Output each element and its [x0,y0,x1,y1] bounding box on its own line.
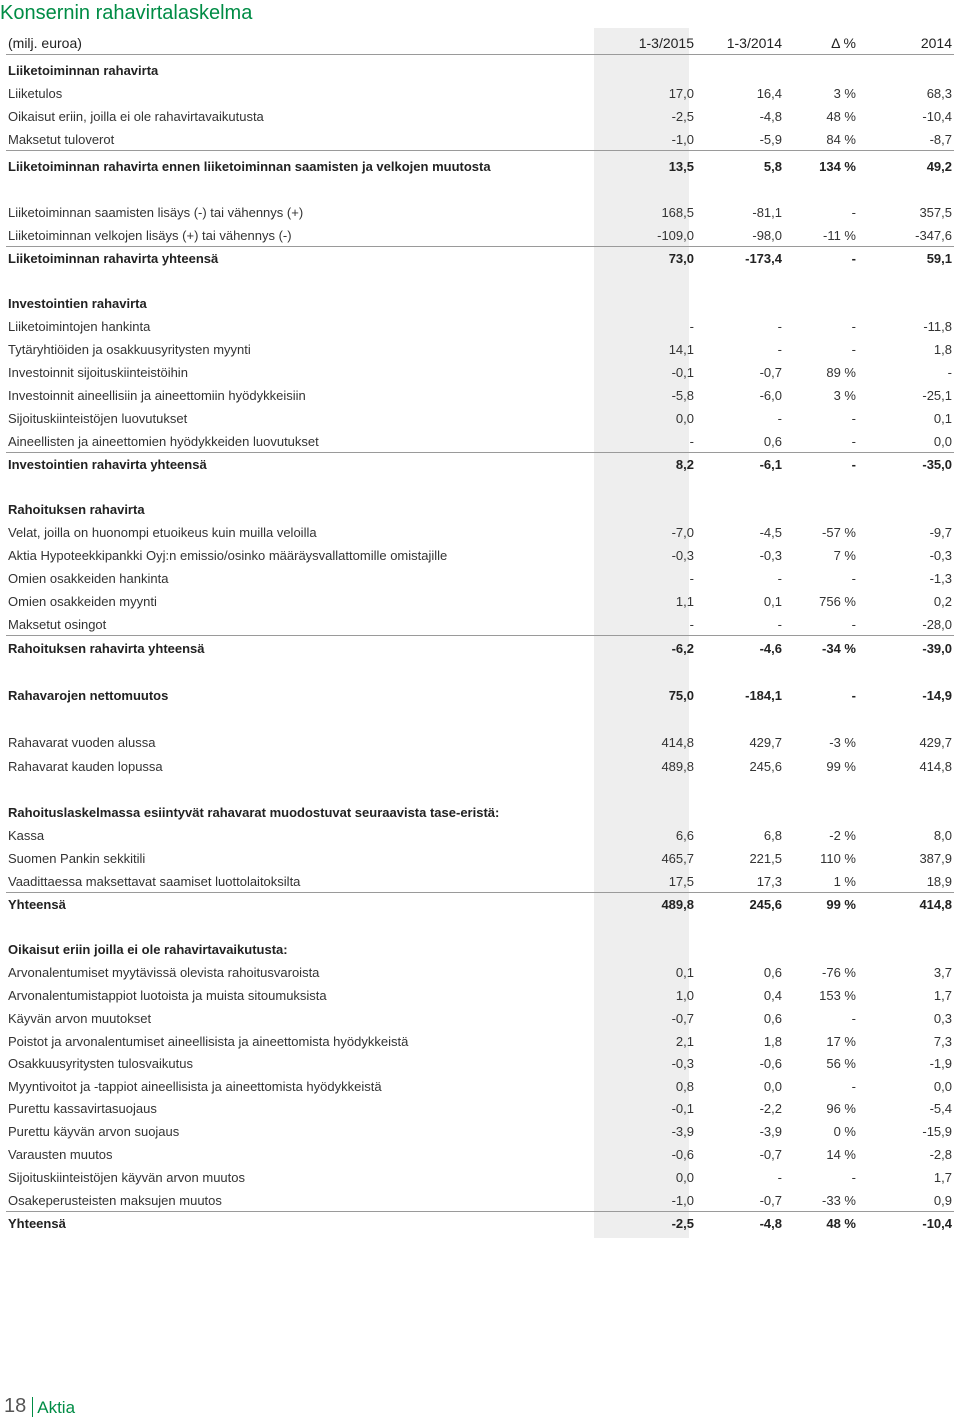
value-change: 48 % [826,1215,856,1231]
value-full-year: -10,4 [922,1215,952,1231]
value-current-period: 73,0 [668,250,694,266]
table-row [6,1212,954,1234]
row-label: Liiketoiminnan rahavirta [8,62,159,78]
row-label: Liiketoiminnan rahavirta ennen liiketoiminnan saamisten ja velkojen muutosta [8,158,491,174]
value-current-period: 17,0 [668,85,694,101]
table-row [6,1007,954,1029]
row-label: Liiketoiminnan saamisten lisäys (-) tai vähennys (+) [8,204,304,220]
row-label: Omien osakkeiden hankinta [8,570,169,586]
value-current-period: -2,5 [671,108,694,124]
value-full-year: -347,6 [915,227,952,243]
value-current-period: -3,9 [671,1123,694,1139]
table-row [6,1030,954,1052]
value-full-year: -39,0 [922,640,952,656]
value-prior-period: -5,9 [759,131,782,147]
value-prior-period: - [777,1169,782,1185]
value-change: 96 % [826,1100,856,1116]
value-prior-period: -0,3 [759,547,782,563]
value-prior-period: - [777,318,782,334]
table-row [6,224,954,247]
value-change: -2 % [829,827,856,843]
value-full-year: -11,8 [923,318,952,334]
value-prior-period: 245,6 [749,758,782,774]
value-prior-period: -6,0 [759,387,782,403]
value-full-year: -9,7 [929,524,952,540]
row-label: Oikaisut eriin, joilla ei ole rahavirtavaikutusta [8,108,264,124]
value-current-period: -1,0 [671,1192,694,1208]
value-change: - [851,456,856,472]
page-footer [0,1396,200,1418]
value-prior-period: 0,1 [763,593,782,609]
column-header-change: Δ % [831,35,856,51]
value-current-period: 414,8 [661,734,694,750]
row-label: Investoinnit sijoituskiinteistöihin [8,364,188,380]
value-prior-period: -184,1 [745,687,782,703]
value-current-period: 0,1 [675,964,694,980]
value-change: 89 % [826,364,856,380]
row-label: Yhteensä [8,1215,66,1231]
value-change: - [851,1078,856,1094]
row-label: Poistot ja arvonalentumiset aineellisista ja aineettomista hyödykkeistä [8,1033,409,1049]
value-prior-period: -2,2 [759,1100,782,1116]
value-full-year: -25,1 [922,387,952,403]
table-row [6,407,954,429]
row-label: Sijoituskiinteistöjen luovutukset [8,410,188,426]
table-row [6,361,954,383]
table-row [6,1052,954,1074]
table-row [6,1143,954,1165]
row-label: Liiketulos [8,85,63,101]
row-label: Purettu käyvän arvon suojaus [8,1123,180,1139]
value-current-period: 2,1 [675,1033,694,1049]
row-label: Arvonalentumistappiot luotoista ja muista sitoumuksista [8,987,327,1003]
value-prior-period: - [777,616,782,632]
value-change: 3 % [833,387,856,403]
value-full-year: - [947,364,952,380]
value-prior-period: -0,7 [759,1146,782,1162]
value-change: 3 % [833,85,856,101]
table-row [6,384,954,406]
row-label: Kassa [8,827,45,843]
row-label: Liiketoiminnan rahavirta yhteensä [8,250,219,266]
row-label: Rahavarojen nettomuutos [8,687,169,703]
table-row [6,105,954,127]
table-row [6,453,954,475]
table-row [6,567,954,589]
value-prior-period: 0,0 [763,1078,782,1094]
value-change: - [851,250,856,266]
column-header-current-period: 1-3/2015 [638,35,694,51]
value-prior-period: 429,7 [749,734,782,750]
value-current-period: -7,0 [671,524,694,540]
value-full-year: 68,3 [926,85,952,101]
table-row [6,1075,954,1097]
value-change: - [851,1169,856,1185]
table-row [6,1189,954,1212]
value-full-year: 49,2 [926,158,952,174]
value-current-period: 489,8 [661,758,694,774]
value-prior-period: 6,8 [763,827,782,843]
value-current-period: - [689,433,694,449]
row-label: Investoinnit aineellisiin ja aineettomiin hyödykkeisiin [8,387,306,403]
value-current-period: 14,1 [668,341,694,357]
value-current-period: 0,8 [675,1078,694,1094]
value-full-year: 1,7 [933,1169,952,1185]
row-label: Myyntivoitot ja -tappiot aineellisista ja aineettomista hyödykkeistä [8,1078,382,1094]
table-row [6,847,954,869]
value-current-period: -5,8 [671,387,694,403]
value-current-period: -0,3 [671,547,694,563]
value-full-year: -2,8 [929,1146,952,1162]
table-row [6,961,954,983]
value-current-period: 0,0 [675,1169,694,1185]
value-full-year: -5,4 [929,1100,952,1116]
value-current-period: -109,0 [657,227,694,243]
value-prior-period: - [777,341,782,357]
table-row [6,684,954,706]
row-label: Arvonalentumiset myytävissä olevista rahoitusvaroista [8,964,320,980]
row-label: Maksetut osingot [8,616,107,632]
value-full-year: 18,9 [926,873,952,889]
table-row [6,82,954,104]
row-label: Velat, joilla on huonompi etuoikeus kuin muilla veloilla [8,524,317,540]
unit-label: (milj. euroa) [8,35,82,51]
value-change: 1 % [833,873,856,889]
value-change: - [851,570,856,586]
value-full-year: 0,0 [933,433,952,449]
value-change: -57 % [822,524,856,540]
page-title: Konsernin rahavirtalaskelma [0,2,253,24]
table-row [6,338,954,360]
row-label: Liiketoiminnan velkojen lisäys (+) tai vähennys (-) [8,227,292,243]
value-prior-period: -4,8 [759,108,782,124]
value-current-period: -1,0 [671,131,694,147]
section-heading [6,59,954,81]
value-full-year: -8,7 [929,131,952,147]
value-change: 14 % [826,1146,856,1162]
value-prior-period: 245,6 [749,896,782,912]
value-prior-period: -98,0 [752,227,782,243]
table-row [6,637,954,659]
table-row [6,521,954,543]
value-full-year: -1,3 [929,570,952,586]
table-row [6,544,954,566]
value-current-period: 0,0 [675,410,694,426]
table-row [6,315,954,337]
row-label: Tytäryhtiöiden ja osakkuusyritysten myynti [8,341,251,357]
row-label: Vaadittaessa maksettavat saamiset luottolaitoksilta [8,873,301,889]
value-change: 153 % [819,987,856,1003]
value-full-year: -35,0 [922,456,952,472]
row-label: Investointien rahavirta yhteensä [8,456,207,472]
value-change: -34 % [822,640,856,656]
row-label: Suomen Pankin sekkitili [8,850,146,866]
value-current-period: - [689,570,694,586]
value-current-period: - [689,318,694,334]
value-current-period: 8,2 [675,456,694,472]
value-change: - [851,616,856,632]
value-change: - [851,318,856,334]
value-full-year: 1,8 [933,341,952,357]
value-full-year: 1,7 [933,987,952,1003]
value-current-period: -0,3 [671,1055,694,1071]
table-row [6,613,954,636]
value-full-year: 59,1 [926,250,952,266]
value-current-period: -2,5 [671,1215,694,1231]
value-change: - [851,341,856,357]
value-change: -11 % [823,227,856,243]
value-current-period: 168,5 [661,204,694,220]
value-current-period: 489,8 [661,896,694,912]
section-heading [6,801,954,823]
value-full-year: 357,5 [919,204,952,220]
row-label: Käyvän arvon muutokset [8,1010,152,1026]
row-label: Aktia Hypoteekkipankki Oyj:n emissio/osinko määräysvallattomille omistajille [8,547,448,563]
section-heading [6,292,954,314]
footer-divider [32,1397,33,1417]
value-current-period: 6,6 [675,827,694,843]
page-number: 18 [4,1395,27,1417]
value-prior-period: 0,4 [763,987,782,1003]
value-current-period: - [689,616,694,632]
table-header [6,32,954,55]
value-current-period: 13,5 [668,158,694,174]
value-prior-period: -173,4 [745,250,782,266]
value-full-year: 414,8 [919,896,952,912]
row-label: Osakeperusteisten maksujen muutos [8,1192,222,1208]
value-full-year: 429,7 [919,734,952,750]
row-label: Maksetut tuloverot [8,131,115,147]
column-header-prior-period: 1-3/2014 [726,35,782,51]
value-prior-period: -0,7 [759,1192,782,1208]
row-label: Oikaisut eriin joilla ei ole rahavirtavaikutusta: [8,941,288,957]
table-row [6,1166,954,1188]
value-change: -33 % [822,1192,856,1208]
table-row [6,155,954,177]
value-current-period: 1,0 [675,987,694,1003]
value-change: 756 % [819,593,856,609]
value-prior-period: -4,8 [759,1215,782,1231]
row-label: Aineellisten ja aineettomien hyödykkeiden luovutukset [8,433,319,449]
row-label: Investointien rahavirta [8,295,147,311]
table-row [6,128,954,151]
value-change: 84 % [826,131,856,147]
value-full-year: 0,3 [933,1010,952,1026]
row-label: Omien osakkeiden myynti [8,593,157,609]
column-header-full-year: 2014 [920,35,952,51]
value-full-year: 0,2 [933,593,952,609]
table-row [6,590,954,612]
value-current-period: 75,0 [668,687,694,703]
value-change: - [851,1010,856,1026]
value-prior-period: 0,6 [763,1010,782,1026]
row-label: Yhteensä [8,896,66,912]
value-current-period: 465,7 [661,850,694,866]
value-full-year: 0,0 [933,1078,952,1094]
value-prior-period: 16,4 [756,85,782,101]
value-prior-period: 17,3 [756,873,782,889]
table-row [6,984,954,1006]
value-full-year: -10,4 [922,108,952,124]
value-change: - [851,410,856,426]
value-prior-period: - [777,570,782,586]
value-prior-period: -0,7 [759,364,782,380]
value-prior-period: -3,9 [759,1123,782,1139]
value-prior-period: 5,8 [763,158,782,174]
value-full-year: -1,9 [929,1055,952,1071]
value-change: -3 % [829,734,856,750]
value-prior-period: -4,6 [759,640,782,656]
value-prior-period: -6,1 [759,456,782,472]
section-heading [6,498,954,520]
row-label: Sijoituskiinteistöjen käyvän arvon muutos [8,1169,246,1185]
value-change: 56 % [826,1055,856,1071]
row-label: Varausten muutos [8,1146,113,1162]
row-label: Rahavarat vuoden alussa [8,734,156,750]
value-prior-period: 1,8 [763,1033,782,1049]
value-prior-period: -4,5 [759,524,782,540]
value-full-year: 0,9 [933,1192,952,1208]
value-prior-period: - [777,410,782,426]
value-change: 48 % [826,108,856,124]
value-change: - [851,204,856,220]
row-label: Rahoituslaskelmassa esiintyvät rahavarat muodostuvat seuraavista tase-eristä: [8,804,500,820]
value-change: 99 % [826,758,856,774]
table-row [6,430,954,453]
value-change: -76 % [822,964,856,980]
table-row [6,824,954,846]
row-label: Rahavarat kauden lopussa [8,758,163,774]
value-current-period: -0,1 [671,364,694,380]
value-current-period: -6,2 [671,640,694,656]
row-label: Rahoituksen rahavirta yhteensä [8,640,205,656]
value-change: - [851,687,856,703]
value-full-year: -0,3 [929,547,952,563]
value-current-period: -0,1 [671,1100,694,1116]
value-prior-period: 221,5 [749,850,782,866]
value-full-year: 7,3 [933,1033,952,1049]
row-label: Purettu kassavirtasuojaus [8,1100,157,1116]
row-label: Liiketoimintojen hankinta [8,318,151,334]
table-row [6,731,954,753]
value-change: 0 % [833,1123,856,1139]
section-heading [6,938,954,960]
value-prior-period: 0,6 [763,964,782,980]
value-full-year: -15,9 [922,1123,952,1139]
table-row [6,1120,954,1142]
value-current-period: 17,5 [668,873,694,889]
table-row [6,1097,954,1119]
value-change: 17 % [826,1033,856,1049]
table-row [6,893,954,915]
table-row [6,755,954,777]
value-full-year: 8,0 [933,827,952,843]
value-current-period: -0,6 [671,1146,694,1162]
value-full-year: -28,0 [922,616,952,632]
value-change: 7 % [833,547,856,563]
value-prior-period: -0,6 [759,1055,782,1071]
value-full-year: 3,7 [933,964,952,980]
value-change: - [851,433,856,449]
value-full-year: -14,9 [922,687,952,703]
value-change: 134 % [819,158,856,174]
value-change: 110 % [820,850,856,866]
brand-name: Aktia [37,1398,76,1417]
value-current-period: -0,7 [671,1010,694,1026]
value-current-period: 1,1 [675,593,694,609]
table-row [6,201,954,223]
value-full-year: 0,1 [933,410,952,426]
row-label: Osakkuusyritysten tulosvaikutus [8,1055,193,1071]
value-prior-period: -81,1 [752,204,782,220]
row-label: Rahoituksen rahavirta [8,501,145,517]
value-full-year: 414,8 [919,758,952,774]
value-prior-period: 0,6 [763,433,782,449]
value-change: 99 % [826,896,856,912]
value-full-year: 387,9 [919,850,952,866]
table-row [6,247,954,269]
table-row [6,870,954,893]
